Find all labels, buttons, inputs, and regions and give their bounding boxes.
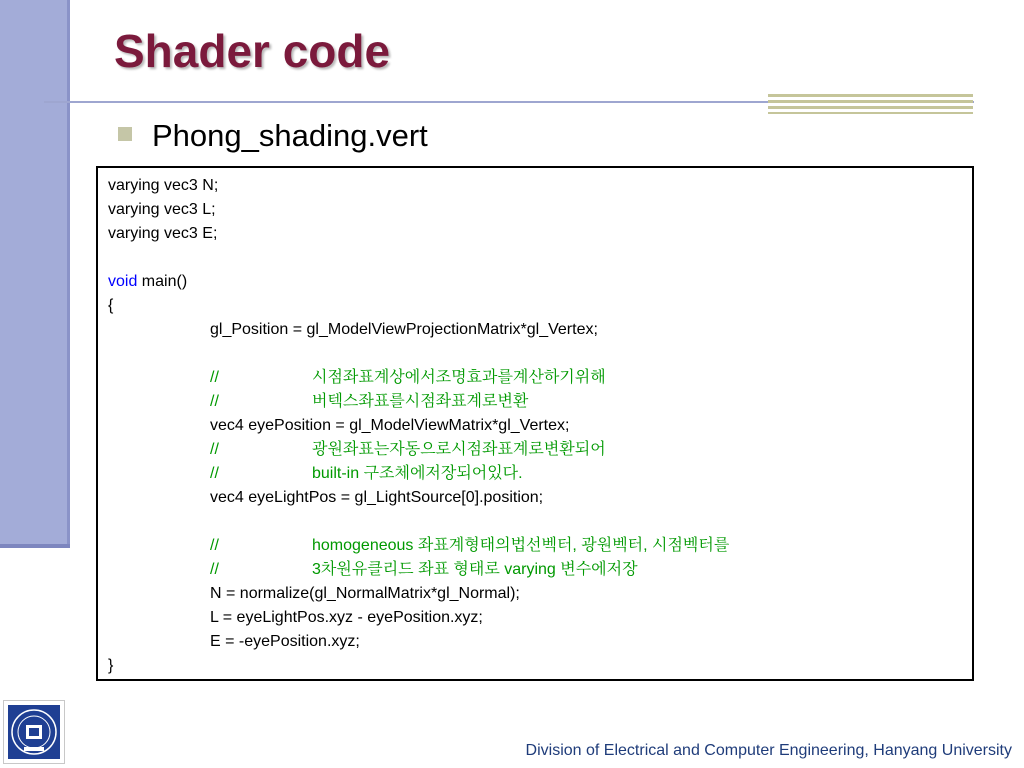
code-comment: homogeneous 좌표계형태의법선벡터, 광원벡터, 시점벡터를 xyxy=(312,537,730,554)
code-line: varying vec3 L; xyxy=(108,201,216,218)
code-comment-marker: // xyxy=(210,561,219,578)
slide-subtitle: Phong_shading.vert xyxy=(152,118,428,153)
code-comment-marker: // xyxy=(210,369,219,386)
square-bullet-icon xyxy=(118,127,132,141)
sidebar-bottom-edge xyxy=(0,544,70,548)
code-line: L = eyeLightPos.xyz - eyePosition.xyz; xyxy=(210,609,483,626)
code-comment: 시점좌표계상에서조명효과를계산하기위해 xyxy=(312,369,606,386)
code-comment: 버텍스좌표를시점좌표계로변환 xyxy=(312,393,529,410)
code-line: } xyxy=(108,657,114,674)
footer-text: Division of Electrical and Computer Engineering, Hanyang University xyxy=(525,742,1012,759)
code-line: N = normalize(gl_NormalMatrix*gl_Normal); xyxy=(210,585,520,602)
code-comment: built-in 구조체에저장되어있다. xyxy=(312,465,523,482)
code-line: varying vec3 N; xyxy=(108,177,219,194)
code-line: { xyxy=(108,297,114,314)
code-line: vec4 eyePosition = gl_ModelViewMatrix*gl_Vertex; xyxy=(210,417,570,434)
code-box xyxy=(96,166,974,681)
university-seal-icon xyxy=(3,700,65,764)
code-comment-marker: // xyxy=(210,393,219,410)
slide-title: Shader code xyxy=(114,25,391,77)
code-text: main() xyxy=(137,273,188,290)
code-line: vec4 eyeLightPos = gl_LightSource[0].position; xyxy=(210,489,544,506)
sidebar-edge xyxy=(67,0,70,548)
code-line: gl_Position = gl_ModelViewProjectionMatrix*gl_Vertex; xyxy=(210,321,598,338)
code-comment: 광원좌표는자동으로시점좌표계로변환되어 xyxy=(312,441,606,458)
code-line: varying vec3 E; xyxy=(108,225,218,242)
code-comment: 3차원유클리드 좌표 형태로 varying 변수에저장 xyxy=(312,561,638,578)
code-comment-marker: // xyxy=(210,537,219,554)
code-keyword: void xyxy=(108,273,138,290)
title-rule-accent xyxy=(768,94,973,114)
code-line xyxy=(108,270,187,294)
code-comment-marker: // xyxy=(210,465,219,482)
code-line: E = -eyePosition.xyz; xyxy=(210,633,360,650)
code-comment-marker: // xyxy=(210,441,219,458)
sidebar-decoration xyxy=(0,0,67,548)
